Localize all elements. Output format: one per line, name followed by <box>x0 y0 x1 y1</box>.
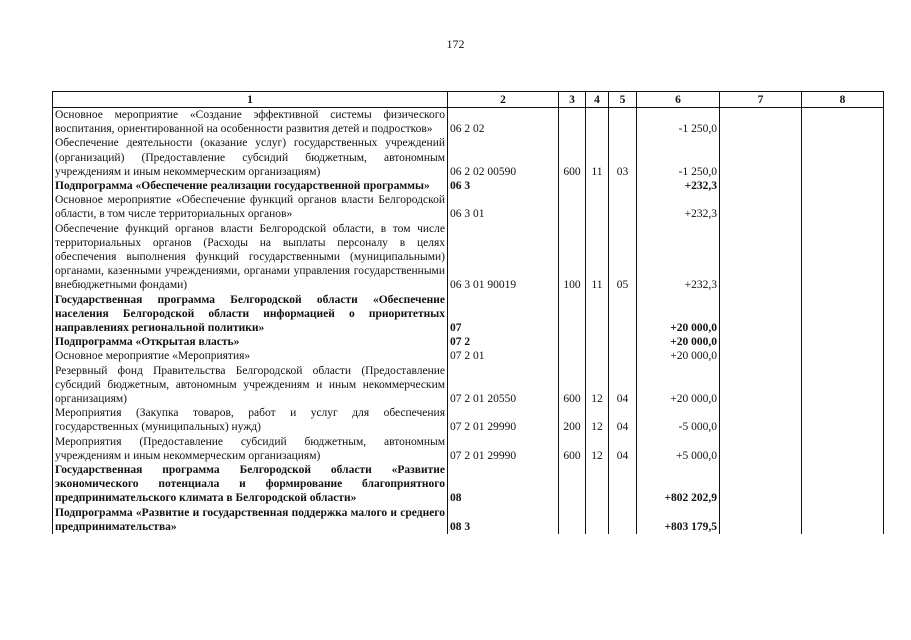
row-expense-type <box>559 335 586 349</box>
row-name: Основное мероприятие «Мероприятия» <box>53 349 448 363</box>
row-code: 06 3 01 <box>448 193 559 221</box>
row-amount: +232,3 <box>637 179 720 193</box>
row-code: 07 2 01 <box>448 349 559 363</box>
row-col7 <box>720 506 802 534</box>
row-name: Обеспечение функций органов власти Белгородской области, в том числе территориальных органов (Расходы на выплаты персоналу в целях обеспечения выполнения функций государственными (муниципальными) органами, казенными учреждениями, органами управления государственными внебюджетными фондами) <box>53 222 448 293</box>
row-subsection <box>609 335 637 349</box>
row-section <box>586 193 609 221</box>
row-code: 07 2 01 29990 <box>448 406 559 434</box>
row-subsection: 04 <box>609 435 637 463</box>
column-header: 1 <box>53 92 448 108</box>
table-row <box>53 193 884 221</box>
row-code: 08 <box>448 463 559 506</box>
row-col8 <box>802 463 884 506</box>
table-row <box>53 136 884 179</box>
row-expense-type <box>559 349 586 363</box>
row-col8 <box>802 506 884 534</box>
row-amount: -5 000,0 <box>637 406 720 434</box>
row-name: Подпрограмма «Обеспечение реализации государственной программы» <box>53 179 448 193</box>
row-col8 <box>802 222 884 293</box>
row-col8 <box>802 136 884 179</box>
row-amount: +20 000,0 <box>637 364 720 407</box>
table-row <box>53 364 884 407</box>
row-col8 <box>802 293 884 336</box>
row-col8 <box>802 349 884 363</box>
row-section <box>586 506 609 534</box>
row-code: 07 2 01 20550 <box>448 364 559 407</box>
row-subsection: 05 <box>609 222 637 293</box>
column-header: 3 <box>559 92 586 108</box>
row-subsection <box>609 193 637 221</box>
budget-table <box>52 91 884 534</box>
row-code: 07 2 <box>448 335 559 349</box>
row-amount: -1 250,0 <box>637 136 720 179</box>
table-row <box>53 406 884 434</box>
table-row <box>53 435 884 463</box>
row-name: Государственная программа Белгородской области «Развитие экономического потенциала и формирование благоприятного предпринимательского климата в Белгородской области» <box>53 463 448 506</box>
row-col8 <box>802 364 884 407</box>
row-col7 <box>720 435 802 463</box>
row-amount: +20 000,0 <box>637 335 720 349</box>
row-amount: +20 000,0 <box>637 293 720 336</box>
row-section <box>586 179 609 193</box>
row-section <box>586 293 609 336</box>
row-col8 <box>802 193 884 221</box>
row-amount: +803 179,5 <box>637 506 720 534</box>
row-name: Основное мероприятие «Обеспечение функций органов власти Белгородской области, в том числе территориальных органов» <box>53 193 448 221</box>
row-subsection: 03 <box>609 136 637 179</box>
row-expense-type: 100 <box>559 222 586 293</box>
row-expense-type <box>559 506 586 534</box>
table-row <box>53 349 884 363</box>
row-col7 <box>720 293 802 336</box>
row-code: 07 <box>448 293 559 336</box>
row-code: 06 3 01 90019 <box>448 222 559 293</box>
row-col8 <box>802 406 884 434</box>
row-col7 <box>720 406 802 434</box>
row-col8 <box>802 108 884 137</box>
table-row <box>53 222 884 293</box>
row-name: Подпрограмма «Открытая власть» <box>53 335 448 349</box>
column-header: 2 <box>448 92 559 108</box>
row-name: Мероприятия (Закупка товаров, работ и услуг для обеспечения государственных (муниципальных) нужд) <box>53 406 448 434</box>
row-amount: +232,3 <box>637 222 720 293</box>
row-code: 08 3 <box>448 506 559 534</box>
table-row <box>53 463 884 506</box>
row-expense-type <box>559 293 586 336</box>
row-subsection <box>609 108 637 137</box>
row-code: 06 3 <box>448 179 559 193</box>
row-col7 <box>720 463 802 506</box>
row-name: Мероприятия (Предоставление субсидий бюджетным, автономным учреждениям и иным некоммерческим организациям) <box>53 435 448 463</box>
row-subsection <box>609 506 637 534</box>
row-col8 <box>802 435 884 463</box>
row-code: 07 2 01 29990 <box>448 435 559 463</box>
row-expense-type: 600 <box>559 136 586 179</box>
row-name: Резервный фонд Правительства Белгородской области (Предоставление субсидий бюджетным, автономным учреждениям и иным некоммерческим организациям) <box>53 364 448 407</box>
table-row <box>53 179 884 193</box>
table-row <box>53 506 884 534</box>
row-name: Основное мероприятие «Создание эффективной системы физического воспитания, ориентированной на особенности развития детей и подростков» <box>53 108 448 137</box>
row-expense-type <box>559 193 586 221</box>
row-col7 <box>720 136 802 179</box>
row-section: 12 <box>586 406 609 434</box>
row-name: Государственная программа Белгородской области «Обеспечение населения Белгородской области информацией о приоритетных направлениях региональной политики» <box>53 293 448 336</box>
row-col7 <box>720 193 802 221</box>
row-name: Подпрограмма «Развитие и государственная поддержка малого и среднего предпринимательства» <box>53 506 448 534</box>
row-col7 <box>720 179 802 193</box>
page-number: 172 <box>446 37 465 51</box>
column-header: 4 <box>586 92 609 108</box>
row-col8 <box>802 179 884 193</box>
row-expense-type <box>559 108 586 137</box>
column-header: 6 <box>637 92 720 108</box>
row-col7 <box>720 364 802 407</box>
row-section: 11 <box>586 136 609 179</box>
row-section <box>586 335 609 349</box>
row-subsection <box>609 179 637 193</box>
row-expense-type: 600 <box>559 435 586 463</box>
row-expense-type: 600 <box>559 364 586 407</box>
row-amount: +232,3 <box>637 193 720 221</box>
row-subsection <box>609 293 637 336</box>
row-code: 06 2 02 00590 <box>448 136 559 179</box>
row-col7 <box>720 108 802 137</box>
row-subsection: 04 <box>609 364 637 407</box>
row-expense-type: 200 <box>559 406 586 434</box>
row-amount: -1 250,0 <box>637 108 720 137</box>
row-section <box>586 349 609 363</box>
row-expense-type <box>559 463 586 506</box>
row-section <box>586 463 609 506</box>
row-name: Обеспечение деятельности (оказание услуг) государственных учреждений (организаций) (Предоставление субсидий бюджетным, автономным учреждениям и иным некоммерческим организациям) <box>53 136 448 179</box>
row-subsection <box>609 349 637 363</box>
table-row <box>53 335 884 349</box>
row-amount: +20 000,0 <box>637 349 720 363</box>
table-row <box>53 108 884 137</box>
row-section <box>586 108 609 137</box>
column-header: 5 <box>609 92 637 108</box>
header-row <box>53 92 884 108</box>
row-subsection <box>609 463 637 506</box>
column-header: 7 <box>720 92 802 108</box>
row-section: 12 <box>586 435 609 463</box>
row-section: 11 <box>586 222 609 293</box>
row-col7 <box>720 349 802 363</box>
row-section: 12 <box>586 364 609 407</box>
table-row <box>53 293 884 336</box>
row-amount: +802 202,9 <box>637 463 720 506</box>
row-subsection: 04 <box>609 406 637 434</box>
row-code: 06 2 02 <box>448 108 559 137</box>
row-expense-type <box>559 179 586 193</box>
row-amount: +5 000,0 <box>637 435 720 463</box>
column-header: 8 <box>802 92 884 108</box>
row-col8 <box>802 335 884 349</box>
row-col7 <box>720 335 802 349</box>
row-col7 <box>720 222 802 293</box>
